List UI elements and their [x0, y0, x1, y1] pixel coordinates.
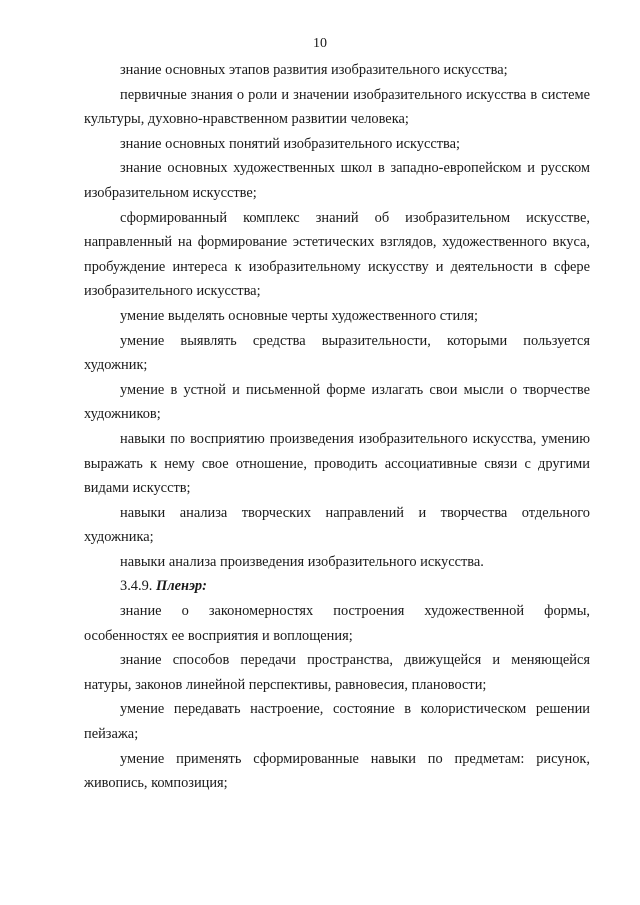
page-body [84, 58, 590, 796]
paragraph: умение применять сформированные навыки по предметам: рисунок, живопись, композиция; [84, 750, 590, 792]
paragraph: умение в устной и письменной форме излагать свои мысли о творчестве художников; [84, 381, 590, 423]
paragraph: знание основных понятий изобразительного искусства; [120, 135, 461, 152]
section-title: Пленэр: [156, 578, 207, 595]
paragraph: умение передавать настроение, состояние в колористическом решении пейзажа; [84, 701, 590, 743]
paragraph: навыки анализа произведения изобразительного искусства. [120, 553, 484, 570]
paragraph: знание основных художественных школ в западно-европейском и русском изобразительном искусстве; [84, 160, 590, 201]
paragraph: навыки анализа творческих направлений и творчества отдельного художника; [84, 504, 590, 546]
section-heading [84, 574, 590, 599]
paragraph: умение выделять основные черты художественного стиля; [120, 307, 478, 324]
paragraph: знание основных этапов развития изобразительного искусства; [120, 62, 508, 78]
paragraph: навыки по восприятию произведения изобразительного искусства, умению выражать к нему свое отношение, проводить ассоциативные связи с другими видами искусств; [84, 430, 590, 497]
paragraph: знание способов передачи пространства, движущейся и меняющейся натуры, законов линейной перспективы, равновесия, плановости; [84, 652, 590, 693]
paragraph: умение выявлять средства выразительности, которыми пользуется художник; [84, 332, 590, 374]
page-number: 10 [313, 36, 327, 51]
paragraph: первичные знания о роли и значении изобразительного искусства в системе культуры, духовно-нравственном развитии человека; [84, 86, 590, 128]
paragraph: сформированный комплекс знаний об изобразительном искусстве, направленный на формирование эстетических взглядов, художественного вкуса, пробуждение интереса к изобразительному искусству и деятельности в сфере изобразительного искусства; [84, 209, 590, 300]
paragraph: знание о закономерностях построения художественной формы, особенностях ее восприятия и воплощения; [84, 603, 590, 644]
section-number: 3.4.9. [120, 578, 153, 595]
